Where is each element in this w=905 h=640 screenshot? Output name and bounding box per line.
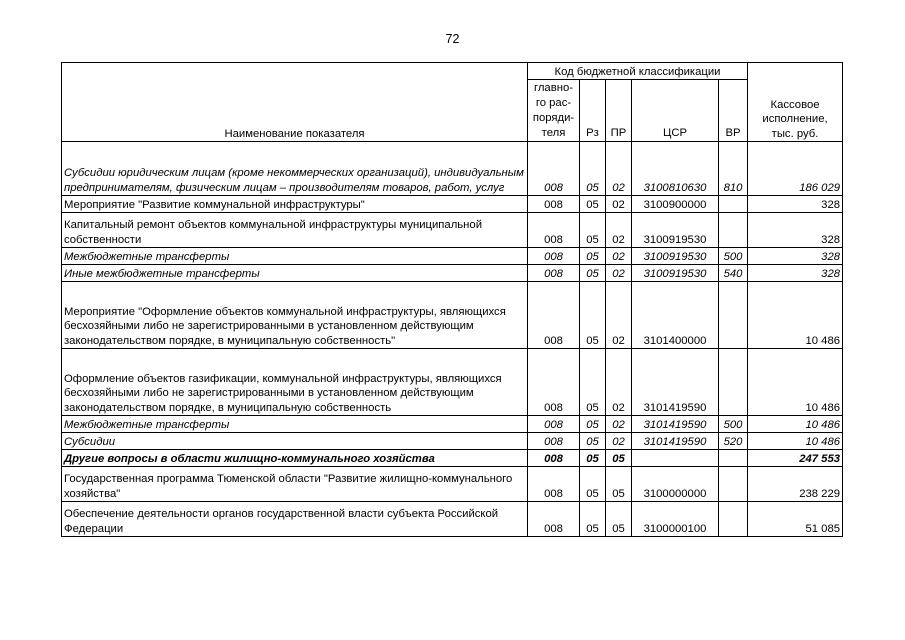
- cell-pr: 05: [606, 450, 632, 467]
- cell-name: Государственная программа Тюменской области "Развитие жилищно-коммунального хозяйства": [62, 467, 528, 502]
- cell-rz: 05: [580, 282, 606, 349]
- cell-pr: 02: [606, 213, 632, 248]
- cell-cash-execution: 328: [748, 196, 843, 213]
- cell-name: Капитальный ремонт объектов коммунальной инфраструктуры муниципальной собственности: [62, 213, 528, 248]
- cell-rz: 05: [580, 349, 606, 416]
- cell-pr: 02: [606, 196, 632, 213]
- cell-csr: 3100919530: [632, 213, 719, 248]
- cell-vr: [719, 349, 748, 416]
- cell-csr: 3100919530: [632, 265, 719, 282]
- cell-rz: 05: [580, 502, 606, 537]
- table-row: [62, 142, 843, 196]
- header-name: Наименование показателя: [62, 63, 528, 142]
- table-row: [62, 467, 843, 502]
- table-row: [62, 349, 843, 416]
- cell-name: Субсидии: [62, 433, 528, 450]
- header-cash-execution: Кассовое исполнение, тыс. руб.: [748, 63, 843, 142]
- cell-cash-execution: 10 486: [748, 416, 843, 433]
- table-row: [62, 265, 843, 282]
- cell-chief-administrator: 008: [528, 467, 580, 502]
- cell-csr: 3101400000: [632, 282, 719, 349]
- budget-table: [61, 62, 843, 537]
- cell-rz: 05: [580, 467, 606, 502]
- cell-csr: 3100000000: [632, 467, 719, 502]
- cell-cash-execution: 186 029: [748, 142, 843, 196]
- cell-rz: 05: [580, 416, 606, 433]
- cell-cash-execution: 328: [748, 265, 843, 282]
- cell-csr: 3100900000: [632, 196, 719, 213]
- table-row: [62, 282, 843, 349]
- cell-cash-execution: 10 486: [748, 433, 843, 450]
- cell-cash-execution: 328: [748, 248, 843, 265]
- cell-chief-administrator: 008: [528, 196, 580, 213]
- cell-rz: 05: [580, 248, 606, 265]
- cell-pr: 05: [606, 467, 632, 502]
- cell-cash-execution: 10 486: [748, 349, 843, 416]
- table-row: [62, 248, 843, 265]
- header-chief-administrator: главно-го рас-поряди-теля: [528, 80, 580, 142]
- cell-pr: 05: [606, 502, 632, 537]
- table-row: [62, 450, 843, 467]
- cell-name: Другие вопросы в области жилищно-коммунального хозяйства: [62, 450, 528, 467]
- cell-cash-execution: 10 486: [748, 282, 843, 349]
- cell-csr: 3100810630: [632, 142, 719, 196]
- cell-pr: 02: [606, 282, 632, 349]
- cell-vr: [719, 282, 748, 349]
- cell-chief-administrator: 008: [528, 450, 580, 467]
- header-classification-group: Код бюджетной классификации: [528, 63, 748, 80]
- cell-chief-administrator: 008: [528, 433, 580, 450]
- cell-pr: 02: [606, 265, 632, 282]
- cell-name: Субсидии юридическим лицам (кроме некоммерческих организаций), индивидуальным предпринимателям, физическим лицам – производителям товаров, работ, услуг: [62, 142, 528, 196]
- table-row: [62, 433, 843, 450]
- cell-vr: 520: [719, 433, 748, 450]
- cell-rz: 05: [580, 433, 606, 450]
- cell-vr: [719, 450, 748, 467]
- cell-vr: 500: [719, 416, 748, 433]
- cell-rz: 05: [580, 196, 606, 213]
- page-number: 72: [445, 32, 460, 46]
- cell-pr: 02: [606, 142, 632, 196]
- cell-name: Мероприятие "Оформление объектов коммунальной инфраструктуры, являющихся бесхозяйными либо не зарегистрированными в установленном действующим законодательством порядке, в муниципальную собственность": [62, 282, 528, 349]
- cell-chief-administrator: 008: [528, 349, 580, 416]
- cell-chief-administrator: 008: [528, 142, 580, 196]
- cell-cash-execution: 238 229: [748, 467, 843, 502]
- cell-name: Обеспечение деятельности органов государственной власти субъекта Российской Федерации: [62, 502, 528, 537]
- cell-vr: [719, 213, 748, 248]
- cell-name: Иные межбюджетные трансферты: [62, 265, 528, 282]
- cell-chief-administrator: 008: [528, 213, 580, 248]
- cell-rz: 05: [580, 265, 606, 282]
- table-row: [62, 502, 843, 537]
- cell-pr: 02: [606, 248, 632, 265]
- cell-pr: 02: [606, 349, 632, 416]
- table-row: [62, 213, 843, 248]
- cell-name: Оформление объектов газификации, коммунальной инфраструктуры, являющихся бесхозяйными либо не зарегистрированными в установленном действующим законодательством порядке, в муниципальную собственность: [62, 349, 528, 416]
- cell-csr: 3101419590: [632, 349, 719, 416]
- header-rz: Рз: [580, 80, 606, 142]
- cell-name: Мероприятие "Развитие коммунальной инфраструктуры": [62, 196, 528, 213]
- header-pr: ПР: [606, 80, 632, 142]
- cell-rz: 05: [580, 142, 606, 196]
- table-row: [62, 196, 843, 213]
- cell-csr: 3100919530: [632, 248, 719, 265]
- cell-cash-execution: 247 553: [748, 450, 843, 467]
- cell-chief-administrator: 008: [528, 265, 580, 282]
- cell-csr: 3100000100: [632, 502, 719, 537]
- cell-pr: 02: [606, 433, 632, 450]
- cell-chief-administrator: 008: [528, 416, 580, 433]
- cell-chief-administrator: 008: [528, 502, 580, 537]
- cell-vr: [719, 467, 748, 502]
- cell-vr: [719, 196, 748, 213]
- cell-pr: 02: [606, 416, 632, 433]
- cell-csr: 3101419590: [632, 416, 719, 433]
- cell-rz: 05: [580, 450, 606, 467]
- cell-rz: 05: [580, 213, 606, 248]
- cell-name: Межбюджетные трансферты: [62, 248, 528, 265]
- cell-name: Межбюджетные трансферты: [62, 416, 528, 433]
- cell-vr: 540: [719, 265, 748, 282]
- cell-vr: 810: [719, 142, 748, 196]
- cell-csr: [632, 450, 719, 467]
- cell-vr: [719, 502, 748, 537]
- cell-vr: 500: [719, 248, 748, 265]
- cell-cash-execution: 51 085: [748, 502, 843, 537]
- header-csr: ЦСР: [632, 80, 719, 142]
- table-body: [62, 142, 843, 537]
- header-vr: ВР: [719, 80, 748, 142]
- cell-chief-administrator: 008: [528, 248, 580, 265]
- cell-chief-administrator: 008: [528, 282, 580, 349]
- cell-csr: 3101419590: [632, 433, 719, 450]
- cell-cash-execution: 328: [748, 213, 843, 248]
- table-row: [62, 416, 843, 433]
